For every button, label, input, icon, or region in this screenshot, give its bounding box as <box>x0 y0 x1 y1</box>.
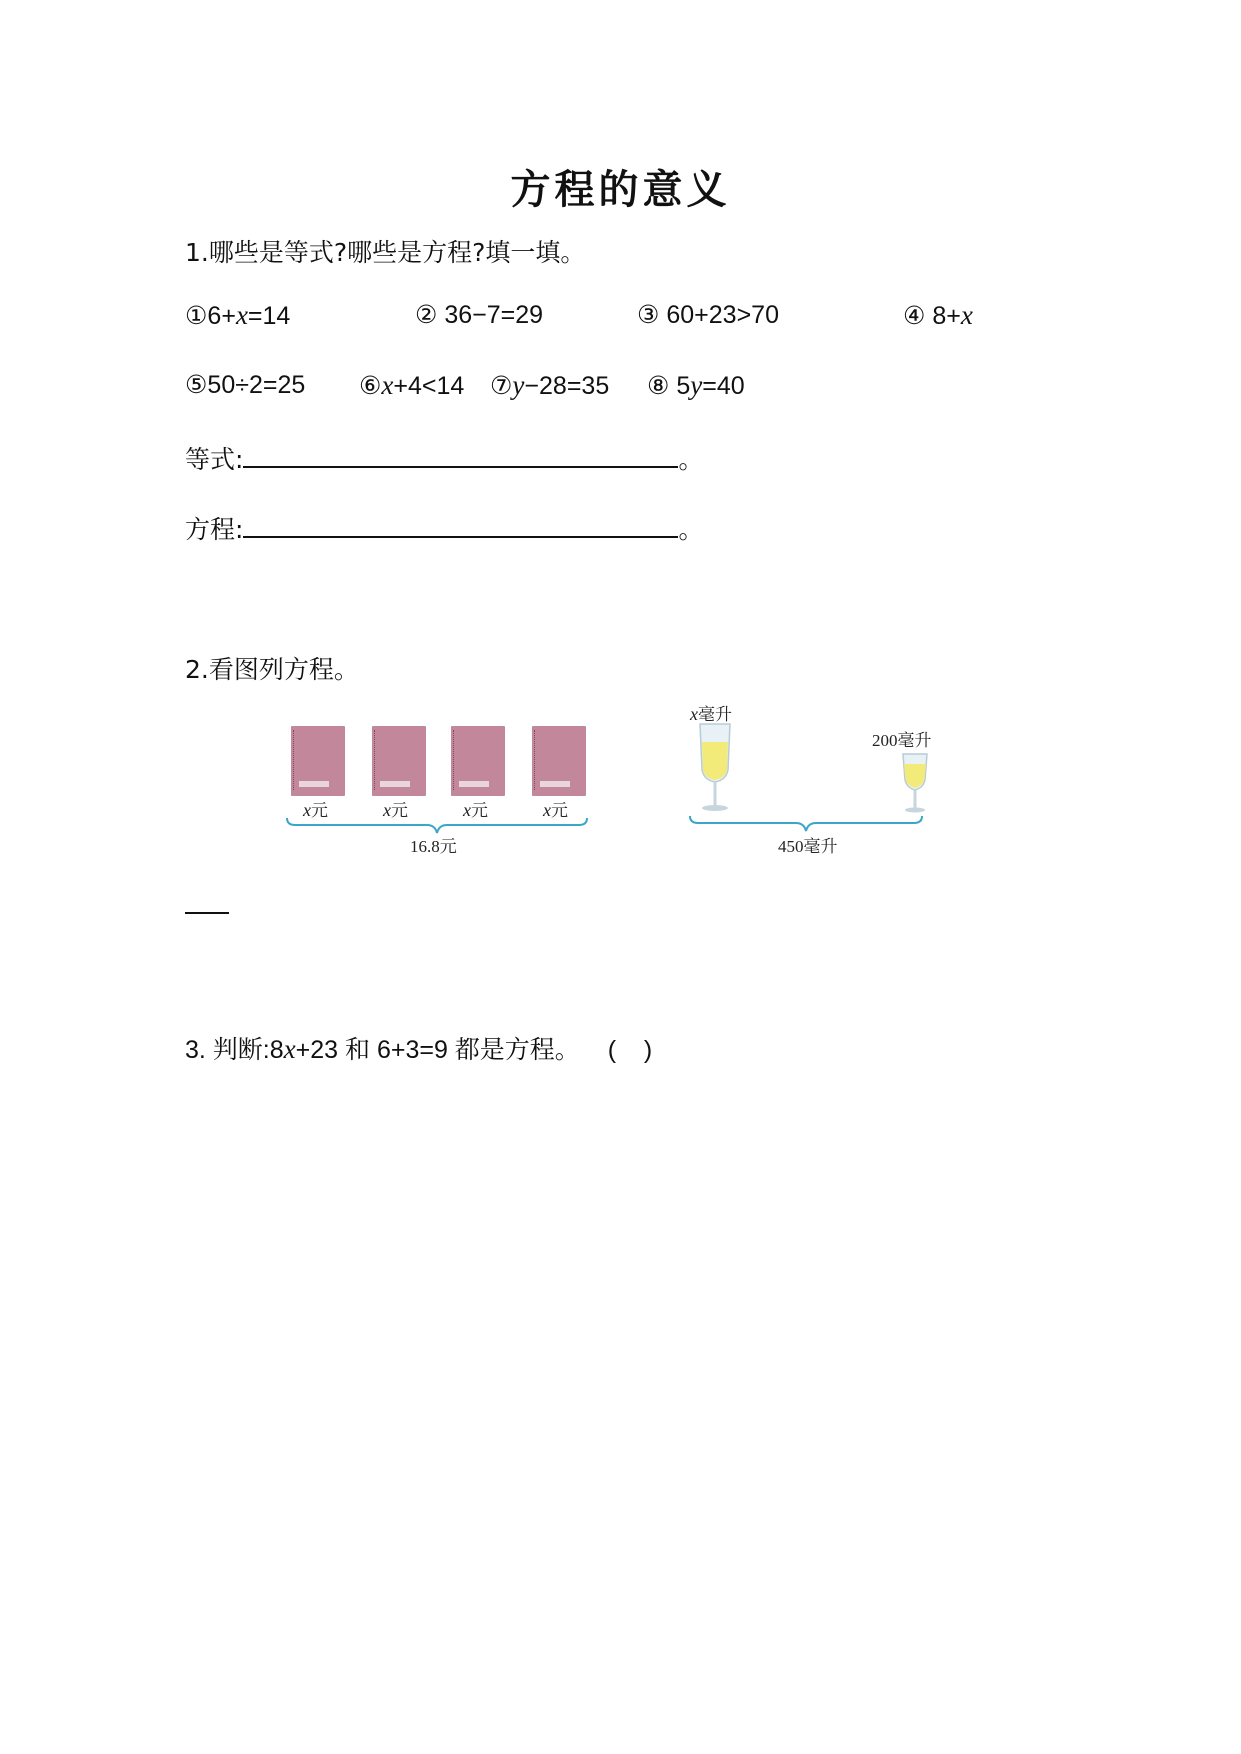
q1-item-3: ③ 60+23>70 <box>637 301 779 329</box>
notebook-price-label: x元 <box>303 800 328 820</box>
q1-item-4: ④ 8+x <box>903 300 973 330</box>
notebook-image <box>532 726 586 796</box>
q1-item-6: ⑥x+4<14 <box>359 370 465 400</box>
q1-item-7: ⑦y−28=35 <box>490 370 610 400</box>
q1-item-2: ② 36−7=29 <box>415 301 544 329</box>
question-3-prompt: 3. 判断:8x+23 和 6+3=9 都是方程。 ( ) <box>185 1034 653 1064</box>
question-1-prompt: 1.哪些是等式?哪些是方程?填一填。 <box>185 238 586 267</box>
judgment-answer-paren[interactable]: ( ) <box>607 1036 653 1064</box>
q2-answer-line[interactable] <box>185 912 229 914</box>
glass-brace <box>688 814 928 834</box>
q1-item-1: ①6+x=14 <box>185 300 291 330</box>
question-2-prompt: 2.看图列方程。 <box>185 655 359 684</box>
equation-answer-line[interactable]: 方程: 。 <box>185 510 703 546</box>
page-title: 方程的意义 <box>510 166 731 213</box>
small-wine-glass-image <box>897 750 933 822</box>
equality-answer-line[interactable]: 等式: 。 <box>185 440 703 476</box>
notebook-image <box>291 726 345 796</box>
big-wine-glass-image <box>690 720 740 820</box>
small-glass-label: 200毫升 <box>872 731 932 750</box>
big-glass-label: x毫升 <box>690 704 732 724</box>
notebook-image <box>451 726 505 796</box>
glass-diagram <box>690 700 950 860</box>
notebook-price-label: x元 <box>463 800 488 820</box>
q1-item-5: ⑤50÷2=25 <box>185 371 306 399</box>
q1-item-8: ⑧ 5y=40 <box>647 370 745 400</box>
notebook-price-label: x元 <box>543 800 568 820</box>
notebook-image <box>372 726 426 796</box>
notebook-price-label: x元 <box>383 800 408 820</box>
notebook-diagram <box>285 720 605 856</box>
notebook-total-label: 16.8元 <box>410 837 457 856</box>
glass-total-label: 450毫升 <box>778 837 838 856</box>
